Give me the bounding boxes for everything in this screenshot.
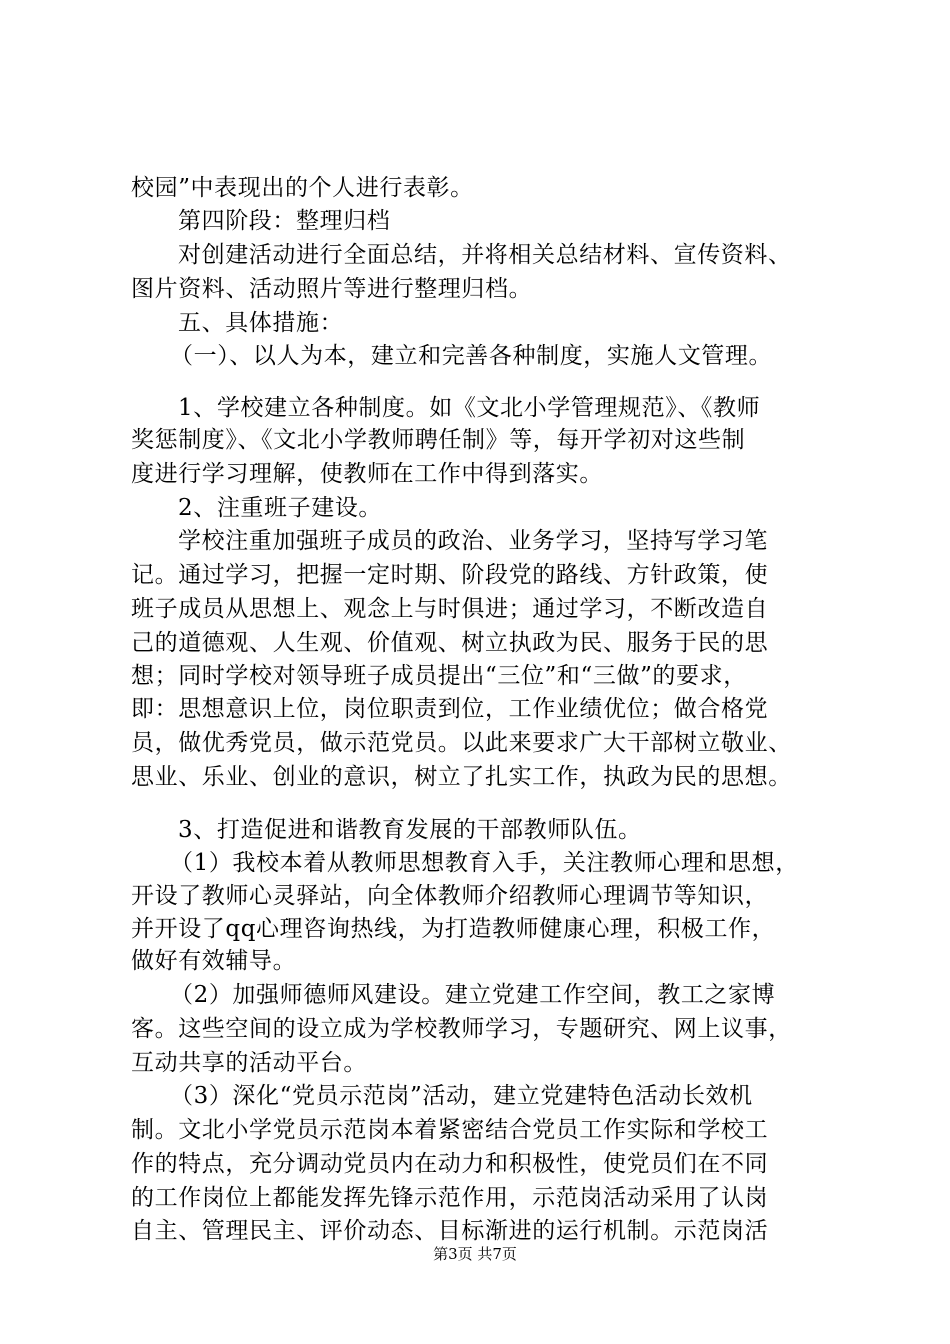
text-line: （一）、以人为本，建立和完善各种制度，实施人文管理。 (170, 343, 773, 369)
text-line: 五、具体措施： (178, 310, 344, 336)
text-line: 校园”中表现出的个人进行表彰。 (131, 175, 474, 201)
text-line: 的工作岗位上都能发挥先锋示范作用，示范岗活动采用了认岗 (131, 1185, 769, 1211)
text-line: 开设了教师心灵驿站，向全体教师介绍教师心理调节等知识， (131, 883, 769, 909)
text-line: 即：思想意识上位，岗位职责到位，工作业绩优位；做合格党 (131, 696, 769, 722)
text-line: 3、打造促进和谐教育发展的干部教师队伍。 (178, 817, 642, 843)
text-line: 1、学校建立各种制度。如《文北小学管理规范》、《教师 (178, 395, 761, 421)
text-line: 度进行学习理解，使教师在工作中得到落实。 (131, 461, 603, 487)
text-line: 并开设了qq心理咨询热线，为打造教师健康心理，积极工作， (131, 916, 776, 942)
page-number-footer: 第3页 共7页 (433, 1245, 517, 1263)
text-line: 做好有效辅导。 (131, 948, 297, 974)
text-line: 对创建活动进行全面总结，并将相关总结材料、宣传资料、 (178, 242, 792, 268)
text-line: （2）加强师德师风建设。建立党建工作空间，教工之家博 (170, 982, 776, 1008)
text-line: 制。文北小学党员示范岗本着紧密结合党员工作实际和学校工 (131, 1117, 769, 1143)
text-line: 第四阶段：整理归档 (178, 208, 391, 234)
text-line: 自主、管理民主、评价动态、目标渐进的运行机制。示范岗活 (131, 1218, 769, 1244)
text-line: 客。这些空间的设立成为学校教师学习，专题研究、网上议事， (131, 1016, 792, 1042)
text-line: （3）深化“党员示范岗”活动，建立党建特色活动长效机 (170, 1083, 753, 1109)
text-line: 思业、乐业、创业的意识，树立了扎实工作，执政为民的思想。 (131, 764, 792, 790)
text-line: 己的道德观、人生观、价值观、树立执政为民、服务于民的思 (131, 630, 769, 656)
text-line: 员，做优秀党员，做示范党员。以此来要求广大干部树立敬业、 (131, 730, 792, 756)
text-line: 作的特点，充分调动党员内在动力和积极性，使党员们在不同 (131, 1151, 769, 1177)
text-line: 奖惩制度》、《文北小学教师聘任制》等，每开学初对这些制 (131, 427, 746, 453)
text-line: 图片资料、活动照片等进行整理归档。 (131, 276, 533, 302)
text-line: 互动共享的活动平台。 (131, 1050, 367, 1076)
text-line: （1）我校本着从教师思想教育入手，关注教师心理和思想， (170, 850, 799, 876)
text-line: 2、注重班子建设。 (178, 495, 383, 521)
text-line: 想；同时学校对领导班子成员提出“三位”和“三做”的要求， (131, 663, 747, 689)
text-line: 记。通过学习，把握一定时期、阶段党的路线、方针政策，使 (131, 562, 769, 588)
text-line: 学校注重加强班子成员的政治、业务学习，坚持写学习笔 (178, 528, 768, 554)
text-line: 班子成员从思想上、观念上与时俱进；通过学习，不断改造自 (131, 596, 769, 622)
